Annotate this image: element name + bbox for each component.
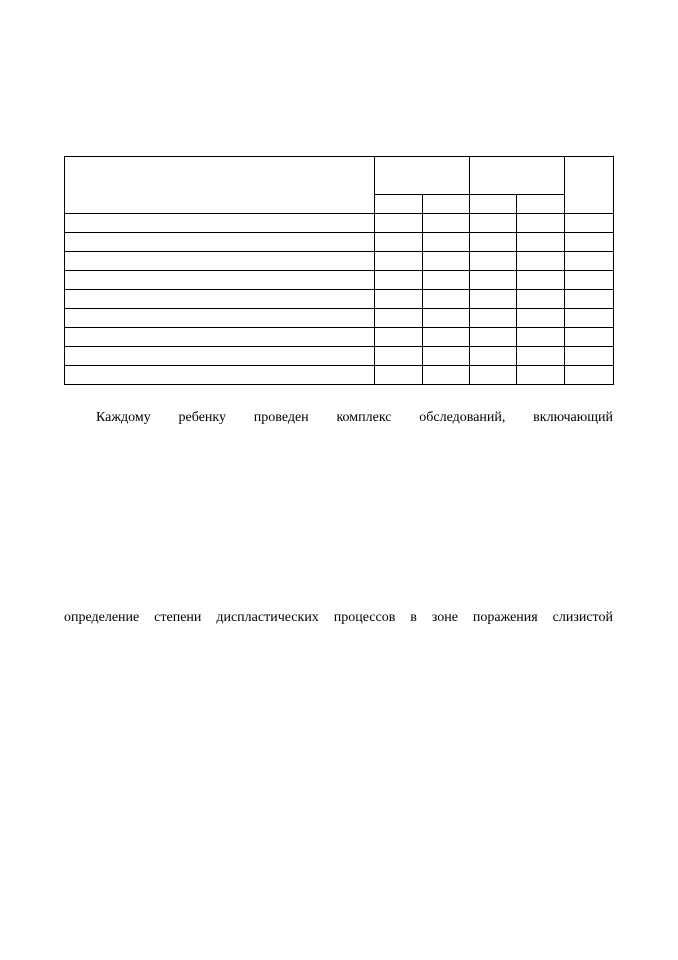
table-cell	[423, 328, 470, 347]
table-cell	[565, 290, 614, 309]
table-row	[65, 309, 614, 328]
table-cell	[517, 271, 565, 290]
table-body	[65, 214, 614, 385]
table-cell	[470, 366, 517, 385]
table-cell	[423, 233, 470, 252]
table-cell	[423, 214, 470, 233]
table-cell	[423, 290, 470, 309]
table-cell	[375, 366, 423, 385]
table-cell	[65, 271, 375, 290]
table-row	[65, 328, 614, 347]
table-cell	[565, 309, 614, 328]
table-subheader-cell	[470, 195, 517, 214]
table-cell	[517, 214, 565, 233]
table-cell	[565, 271, 614, 290]
table-cell	[517, 309, 565, 328]
table-subheader-cell	[423, 195, 470, 214]
table-cell	[565, 214, 614, 233]
table-cell	[517, 347, 565, 366]
data-table	[64, 156, 614, 385]
table-cell	[565, 347, 614, 366]
table-subheader-cell	[375, 195, 423, 214]
table-cell	[517, 252, 565, 271]
table-cell	[517, 328, 565, 347]
table-cell	[470, 290, 517, 309]
table-cell	[470, 328, 517, 347]
table-cell	[375, 214, 423, 233]
table-cell	[65, 252, 375, 271]
table-header-cell	[65, 157, 375, 214]
table-cell	[517, 233, 565, 252]
table-cell	[375, 328, 423, 347]
table-cell	[470, 309, 517, 328]
table-cell	[565, 366, 614, 385]
table-header-cell	[565, 157, 614, 214]
table-row	[65, 252, 614, 271]
table-cell	[65, 328, 375, 347]
table-cell	[565, 233, 614, 252]
table-cell	[65, 347, 375, 366]
table-cell	[470, 271, 517, 290]
table-cell	[517, 366, 565, 385]
table-cell	[65, 214, 375, 233]
table-subheader-cell	[517, 195, 565, 214]
table-cell	[375, 271, 423, 290]
table-cell	[470, 233, 517, 252]
table-cell	[423, 347, 470, 366]
table-header-cell	[470, 157, 565, 195]
table-row	[65, 347, 614, 366]
table-cell	[517, 290, 565, 309]
table-cell	[65, 366, 375, 385]
table-cell	[375, 309, 423, 328]
table-row	[65, 271, 614, 290]
table-row	[65, 366, 614, 385]
table-header-cell	[375, 157, 470, 195]
table-cell	[375, 233, 423, 252]
table-cell	[423, 366, 470, 385]
table-row	[65, 290, 614, 309]
table-cell	[375, 290, 423, 309]
table-cell	[470, 347, 517, 366]
table-cell	[65, 290, 375, 309]
table-cell	[470, 252, 517, 271]
table-cell	[65, 233, 375, 252]
table-cell	[65, 309, 375, 328]
table-row	[65, 214, 614, 233]
table-row	[65, 233, 614, 252]
paragraph-line-1: Каждому ребенку проведен комплекс обследований, включающий	[96, 410, 613, 425]
table-cell	[423, 271, 470, 290]
table-cell	[375, 347, 423, 366]
table-cell	[423, 309, 470, 328]
table-header-row	[65, 157, 614, 195]
table-cell	[565, 328, 614, 347]
table-cell	[470, 214, 517, 233]
table-cell	[565, 252, 614, 271]
table-cell	[375, 252, 423, 271]
paragraph-line-2: определение степени диспластических процессов в зоне поражения слизистой	[64, 610, 613, 625]
table-cell	[423, 252, 470, 271]
